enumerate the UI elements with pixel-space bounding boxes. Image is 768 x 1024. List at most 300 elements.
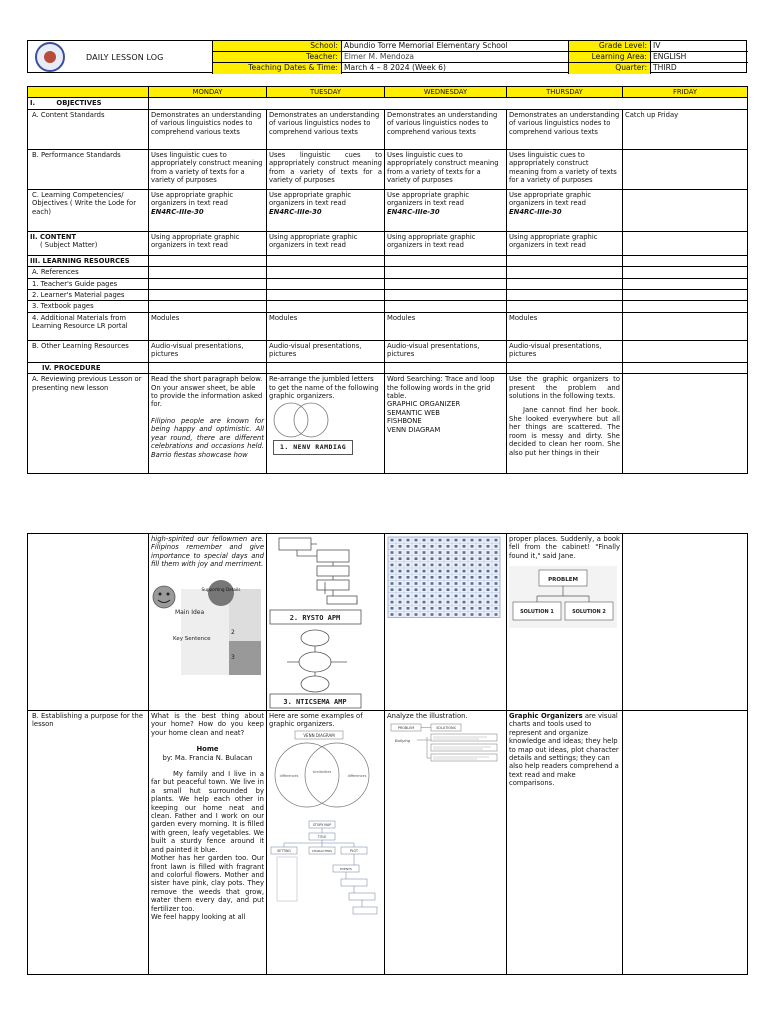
procedure-b-row <box>28 711 748 975</box>
word-4: VENN DIAGRAM <box>387 425 441 434</box>
word-grid-letter <box>463 545 466 548</box>
word-grid-letter <box>431 551 434 554</box>
day-header-row <box>28 87 748 98</box>
header-row-teacher <box>212 52 748 63</box>
story-paragraph-2: Mother has her garden too. Our front lawn is filled with fragrant and colorful flowers. Mother and sister have pink, clay pots. They remove the weeds that grow, water them every day, and put fertilizer too. <box>151 854 264 913</box>
word-grid-letter <box>463 601 466 604</box>
story-map-s: SETTING <box>277 848 291 853</box>
word-grid-letter <box>479 607 482 610</box>
log-title: DAILY LESSON LOG <box>86 53 164 62</box>
performance-fri <box>623 149 748 189</box>
other-label: B. Other Learning Resources <box>28 340 149 362</box>
area-label: Learning Area: <box>569 52 651 63</box>
word-grid-letter <box>423 576 426 579</box>
word-grid-letter <box>495 601 498 604</box>
story-map-p: PLOT <box>349 848 359 853</box>
word-grid-letter <box>495 595 498 598</box>
additional-materials-row <box>28 312 748 340</box>
word-grid-letter <box>423 601 426 604</box>
word-grid-letter <box>455 545 458 548</box>
other-thu: Audio-visual presentations, pictures <box>507 340 623 362</box>
word-grid-letter <box>447 570 450 573</box>
word-grid-letter <box>431 576 434 579</box>
go-definition <box>509 712 620 788</box>
word-grid-letter <box>463 613 466 616</box>
objectives-heading: OBJECTIVES <box>56 99 102 108</box>
word-grid-letter <box>407 545 410 548</box>
word-grid-letter <box>399 539 402 542</box>
word-grid-letter <box>407 570 410 573</box>
content-thu: Using appropriate graphic organizers in text read <box>507 231 623 255</box>
word-grid-letter <box>439 595 442 598</box>
word-grid-letter <box>487 551 490 554</box>
word-grid-letter <box>423 595 426 598</box>
word-grid-letter <box>455 613 458 616</box>
content-standards-thu: Demonstrates an understanding of various linguistics nodes to comprehend various texts <box>507 109 623 149</box>
word-grid-letter <box>455 557 458 560</box>
word-grid-letter <box>415 539 418 542</box>
word-grid-letter <box>455 607 458 610</box>
word-grid-letter <box>423 582 426 585</box>
word-3: FISHBONE <box>387 417 422 426</box>
references-row <box>28 267 748 278</box>
go-term: Graphic Organizers <box>509 712 583 720</box>
content-standards-wed: Demonstrates an understanding of various linguistics nodes to comprehend various texts <box>385 109 507 149</box>
word-grid-letter <box>455 564 458 567</box>
word-grid-letter <box>415 595 418 598</box>
word-grid-letter <box>407 588 410 591</box>
day-thursday: THURSDAY <box>507 87 623 98</box>
jumbled-word-2: 2. RYSTO APM <box>289 614 341 622</box>
word-grid-letter <box>487 570 490 573</box>
word-grid-letter <box>487 607 490 610</box>
content-standards-fri: Catch up Friday <box>623 109 748 149</box>
school-label: School: <box>212 41 342 52</box>
word-grid-letter <box>399 582 402 585</box>
word-grid-letter <box>399 557 402 560</box>
word-grid-letter <box>439 551 442 554</box>
word-grid-letter <box>463 539 466 542</box>
word-grid-letter <box>479 557 482 560</box>
content-label: II. CONTENT <box>30 232 77 241</box>
content-fri <box>623 231 748 255</box>
word-grid-letter <box>463 557 466 560</box>
word-grid-letter <box>495 613 498 616</box>
proc-a-mon-paragraph-cont: high-spirited our fellowmen are. Filipinos remember and give importance to special days and fill them with joy and merriment. <box>151 535 264 569</box>
content-tue: Using appropriate graphic organizers in text read <box>267 231 385 255</box>
word-grid-letter <box>423 613 426 616</box>
word-grid-letter <box>479 601 482 604</box>
lesson-log-table-page1 <box>27 86 748 474</box>
word-grid-letter <box>447 564 450 567</box>
word-grid-letter <box>463 570 466 573</box>
word-grid-letter <box>399 588 402 591</box>
word-grid-letter <box>407 551 410 554</box>
word-grid-letter <box>431 588 434 591</box>
smiley-icon <box>153 586 175 608</box>
word-grid-letter <box>495 582 498 585</box>
word-grid-letter <box>439 607 442 610</box>
content-wed: Using appropriate graphic organizers in text read <box>385 231 507 255</box>
word-grid-letter <box>415 551 418 554</box>
word-grid-letter <box>479 588 482 591</box>
grade-value: IV <box>651 41 748 52</box>
jumbled-word-3: 3. NTICSEMA AMP <box>283 698 347 706</box>
other-tue: Audio-visual presentations, pictures <box>267 340 385 362</box>
performance-thu: Uses linguistic cues to appropriately construct meaning from a variety of texts for a variety of purposes <box>507 149 623 189</box>
ps2-problem: PROBLEM <box>397 726 415 731</box>
quarter-value: THIRD <box>653 63 677 72</box>
venn-jumble-figure <box>269 400 382 462</box>
word-grid-letter <box>431 601 434 604</box>
word-grid-letter <box>447 551 450 554</box>
word-grid-letter <box>439 588 442 591</box>
competency-code-mon: EN4RC-IIIe-30 <box>151 207 204 216</box>
word-grid-letter <box>471 557 474 560</box>
word-grid-letter <box>455 601 458 604</box>
deped-seal-logo <box>35 42 65 72</box>
fig-num-3: 3 <box>231 653 235 661</box>
other-wed: Audio-visual presentations, pictures <box>385 340 507 362</box>
word-grid-letter <box>487 595 490 598</box>
word-grid-letter <box>415 601 418 604</box>
resources-heading: III. LEARNING RESOURCES <box>28 255 149 266</box>
word-grid-letter <box>431 564 434 567</box>
word-grid-letter <box>447 601 450 604</box>
word-grid-letter <box>439 557 442 560</box>
competencies-row <box>28 189 748 231</box>
competency-mon: Use appropriate graphic organizers in text read <box>151 190 234 208</box>
word-grid-letter <box>391 564 394 567</box>
word-grid-letter <box>391 613 394 616</box>
word-grid-letter <box>415 582 418 585</box>
procedure-heading-row <box>28 362 748 373</box>
fig-support-label: Supporting Details <box>201 586 241 592</box>
word-grid-letter <box>431 539 434 542</box>
proc-a-wed-instruction: Word Searching: Trace and loop the following words in the grid table. <box>387 375 495 401</box>
word-grid-letter <box>423 545 426 548</box>
word-grid-letter <box>471 564 474 567</box>
word-grid-letter <box>391 588 394 591</box>
problem-solutions-figure <box>387 720 503 764</box>
word-grid-letter <box>415 557 418 560</box>
story-map-title: STORY MAP <box>312 822 332 827</box>
word-grid-letter <box>487 613 490 616</box>
word-grid-letter <box>471 570 474 573</box>
word-grid-letter <box>487 601 490 604</box>
word-grid-letter <box>487 582 490 585</box>
performance-tue: Uses linguistic cues to appropriately construct meaning from a variety of texts for a variety of purposes <box>267 149 385 189</box>
procedure-a-row <box>28 374 748 474</box>
fig-main-label: Main Idea <box>175 608 205 616</box>
word-grid-letter <box>455 588 458 591</box>
word-grid-letter <box>399 607 402 610</box>
word-2: SEMANTIC WEB <box>387 408 440 417</box>
proc-a-mon-paragraph: Filipino people are known for being happy and optimistic. All year round, there are different celebrations and occasions held. Barrio fiestas showcase how <box>151 416 264 459</box>
word-grid-letter <box>391 576 394 579</box>
word-grid-letter <box>495 551 498 554</box>
graphic-organizer-examples <box>269 729 381 919</box>
word-grid-letter <box>415 564 418 567</box>
word-grid-letter <box>415 588 418 591</box>
word-grid-letter <box>423 564 426 567</box>
word-grid-letter <box>479 539 482 542</box>
word-grid-letter <box>423 588 426 591</box>
additional-fri <box>623 312 748 340</box>
story-title: Home <box>196 745 219 754</box>
competency-thu: Use appropriate graphic organizers in text read <box>509 190 592 208</box>
word-grid-letter <box>463 564 466 567</box>
word-grid-letter <box>447 545 450 548</box>
other-resources-row <box>28 340 748 362</box>
word-grid-letter <box>407 607 410 610</box>
word-grid-letter <box>495 557 498 560</box>
ps-problem-label: PROBLEM <box>548 577 578 584</box>
word-grid-letter <box>455 595 458 598</box>
content-row <box>28 231 748 255</box>
word-grid-letter <box>463 607 466 610</box>
performance-mon: Uses linguistic cues to appropriately construct meaning from a variety of texts for a variety of purposes <box>149 149 267 189</box>
word-grid-letter <box>407 557 410 560</box>
word-grid-letter <box>399 545 402 548</box>
competency-tue: Use appropriate graphic organizers in text read <box>269 190 352 208</box>
proc-a-tue-instruction: Re-arrange the jumbled letters to get the name of the following graphic organizers. <box>269 375 379 401</box>
word-grid-letter <box>407 601 410 604</box>
word-grid-letter <box>439 539 442 542</box>
word-grid-letter <box>391 601 394 604</box>
word-grid-letter <box>479 570 482 573</box>
word-grid-letter <box>391 595 394 598</box>
word-grid-letter <box>439 613 442 616</box>
word-grid-letter <box>495 576 498 579</box>
competency-code-tue: EN4RC-IIIe-30 <box>269 207 322 216</box>
word-grid-letter <box>439 545 442 548</box>
additional-thu: Modules <box>507 312 623 340</box>
word-grid-letter <box>391 539 394 542</box>
word-grid-letter <box>407 576 410 579</box>
word-grid-letter <box>415 570 418 573</box>
tb-label: 3. Textbook pages <box>28 301 149 312</box>
competency-code-wed: EN4RC-IIIe-30 <box>387 207 440 216</box>
quarter-label: Quarter: <box>569 63 651 74</box>
content-standards-label: A. Content Standards <box>28 109 149 149</box>
performance-wed: Uses linguistic cues to appropriately construct meaning from a variety of texts for a variety of purposes <box>385 149 507 189</box>
school-value: Abundio Torre Memorial Elementary School <box>342 41 569 52</box>
content-standards-row <box>28 109 748 149</box>
word-grid-letter <box>455 539 458 542</box>
fig-num-2: 2 <box>231 628 235 636</box>
word-grid-letter <box>455 551 458 554</box>
word-grid-letter <box>455 570 458 573</box>
proc-a-thu-story: Jane cannot find her book. She looked everywhere but all her things are scattered. The room is messy and dirty. She decided to clean her room. She also put her things in their <box>509 406 620 457</box>
word-grid-letter <box>407 564 410 567</box>
word-grid-letter <box>399 613 402 616</box>
procedure-heading: IV. PROCEDURE <box>28 362 149 373</box>
word-grid-letter <box>447 613 450 616</box>
word-grid-letter <box>431 582 434 585</box>
word-grid-letter <box>471 588 474 591</box>
story-map-t: TITLE <box>317 834 327 839</box>
tb-row <box>28 301 748 312</box>
word-grid-letter <box>495 564 498 567</box>
word-grid-letter <box>463 576 466 579</box>
word-grid-letter <box>439 570 442 573</box>
word-grid-letter <box>447 557 450 560</box>
lm-label: 2. Learner's Material pages <box>28 290 149 301</box>
word-grid-letter <box>399 576 402 579</box>
word-grid-letter <box>431 607 434 610</box>
problem-solution-figure <box>509 566 617 628</box>
ps-solution2-label: SOLUTION 2 <box>572 609 606 616</box>
tg-row <box>28 278 748 289</box>
word-grid-letter <box>391 607 394 610</box>
procedure-b-label: B. Establishing a purpose for the lesson <box>28 711 149 975</box>
proc-a-thu-instruction: Use the graphic organizers to present the problem and solutions in the following texts. <box>509 375 620 401</box>
additional-mon: Modules <box>149 312 267 340</box>
proc-a-thu-story-cont: proper places. Suddenly, a book fell from the cabinet! "Finally found it," said Jane. <box>509 535 620 560</box>
additional-wed: Modules <box>385 312 507 340</box>
word-grid-letter <box>495 588 498 591</box>
word-grid-letter <box>399 570 402 573</box>
ps-solution1-label: SOLUTION 1 <box>520 609 554 616</box>
word-grid-letter <box>423 570 426 573</box>
word-grid-letter <box>471 595 474 598</box>
word-grid-letter <box>495 539 498 542</box>
word-grid-letter <box>439 576 442 579</box>
word-grid-letter <box>439 564 442 567</box>
word-grid-letter <box>431 613 434 616</box>
word-grid-letter <box>455 576 458 579</box>
teacher-label: Teacher: <box>212 52 342 63</box>
resources-heading-row <box>28 255 748 266</box>
competency-wed: Use appropriate graphic organizers in text read <box>387 190 470 208</box>
competency-code-thu: EN4RC-IIIe-30 <box>509 207 562 216</box>
area-value: ENGLISH <box>651 52 748 63</box>
word-grid-letter <box>447 539 450 542</box>
word-grid-letter <box>415 607 418 610</box>
other-fri <box>623 340 748 362</box>
word-grid-letter <box>463 595 466 598</box>
ps2-bullying: Bullying <box>395 738 411 744</box>
additional-tue: Modules <box>267 312 385 340</box>
word-grid-letter <box>407 613 410 616</box>
word-grid-letter <box>391 557 394 560</box>
word-grid-letter <box>407 595 410 598</box>
proc-b-mon-question: What is the best thing about your home? How do you keep your home clean and neat? <box>151 712 264 737</box>
word-grid-letter <box>479 613 482 616</box>
word-grid-letter <box>479 564 482 567</box>
word-grid-letter <box>471 613 474 616</box>
word-grid-letter <box>391 545 394 548</box>
word-grid-letter <box>471 576 474 579</box>
word-grid-letter <box>415 613 418 616</box>
venn-right: differences <box>347 773 367 778</box>
day-tuesday: TUESDAY <box>267 87 385 98</box>
day-friday: FRIDAY <box>623 87 748 98</box>
word-grid-letter <box>471 601 474 604</box>
ps2-solutions: SOLUTIONS <box>436 726 456 731</box>
word-grid-letter <box>447 595 450 598</box>
word-grid-letter <box>479 545 482 548</box>
venn-mid: similarities <box>312 769 332 774</box>
word-grid-letter <box>487 557 490 560</box>
proc-a-mon-instruction: Read the short paragraph below. On your answer sheet, be able to provide the information asked for. <box>151 375 263 409</box>
word-grid-letter <box>495 607 498 610</box>
word-grid-letter <box>399 601 402 604</box>
word-grid-letter <box>447 607 450 610</box>
word-grid-letter <box>471 545 474 548</box>
word-grid-letter <box>471 551 474 554</box>
day-monday: MONDAY <box>149 87 267 98</box>
venn-title: VENN DIAGRAM <box>303 732 335 738</box>
other-mon: Audio-visual presentations, pictures <box>149 340 267 362</box>
competencies-label: C. Learning Competencies/ Objectives ( Write the Lode for each) <box>28 189 149 231</box>
grade-label: Grade Level: <box>569 41 651 52</box>
word-grid-letter <box>447 588 450 591</box>
story-paragraph-3: We feel happy looking at all <box>151 912 246 921</box>
performance-standards-row <box>28 149 748 189</box>
content-standards-mon: Demonstrates an understanding of various linguistics nodes to comprehend various texts <box>149 109 267 149</box>
word-grid-letter <box>423 607 426 610</box>
word-grid-letter <box>463 551 466 554</box>
header-row-school <box>212 41 748 52</box>
story-map-ev: EVENTS <box>340 866 352 871</box>
word-grid-letter <box>431 570 434 573</box>
story-paragraph-1: My family and I live in a far but peaceful town. We live in a small hut surrounded by plants. We help each other in keeping our home neat and clean. Father and I work on our garden every morning. It is filled with green, leafy vegetables. We built a sturdy fence around it and painted it blue. <box>151 770 264 854</box>
word-grid-letter <box>495 570 498 573</box>
word-grid-letter <box>407 582 410 585</box>
word-grid-letter <box>447 582 450 585</box>
word-grid-letter <box>431 557 434 560</box>
word-grid-letter <box>463 588 466 591</box>
word-1: GRAPHIC ORGANIZER <box>387 400 461 409</box>
word-grid-letter <box>487 564 490 567</box>
procedure-a-label: A. Reviewing previous Lesson or presenting new lesson <box>28 374 149 474</box>
word-grid-letter <box>439 601 442 604</box>
competency-fri <box>623 189 748 231</box>
word-grid-letter <box>487 545 490 548</box>
word-grid-letter <box>423 539 426 542</box>
word-grid-letter <box>399 595 402 598</box>
word-grid-letter <box>391 551 394 554</box>
word-grid-letter <box>479 576 482 579</box>
dates-label: Teaching Dates & Time: <box>212 63 342 74</box>
word-grid-letter <box>495 545 498 548</box>
lm-row <box>28 290 748 301</box>
word-grid-letter <box>455 582 458 585</box>
word-grid-letter <box>471 539 474 542</box>
header-row-dates <box>212 63 748 74</box>
lesson-log-table-page2 <box>27 533 748 975</box>
dates-value: March 4 – 8 2024 (Week 6) <box>342 63 569 74</box>
content-sub: ( Subject Matter) <box>40 241 98 250</box>
word-grid-letter <box>431 595 434 598</box>
word-grid-letter <box>471 607 474 610</box>
word-grid-letter <box>391 582 394 585</box>
word-grid-letter <box>423 551 426 554</box>
content-mon: Using appropriate graphic organizers in text read <box>149 231 267 255</box>
word-grid-letter <box>423 557 426 560</box>
objectives-heading-row <box>28 98 748 109</box>
word-grid-letter <box>487 539 490 542</box>
word-grid-letter <box>487 576 490 579</box>
word-grid-letter <box>407 539 410 542</box>
go-definition-text: are visual charts and tools used to represent and organize knowledge and ideas; they help to map out ideas, plot character details and settings; they can also help readers comprehend a text read and make comparisons. <box>509 712 619 788</box>
word-grid-letter <box>479 595 482 598</box>
performance-standards-label: B. Performance Standards <box>28 149 149 189</box>
story-author: by: Ma. Francia N. Bulacan <box>162 753 253 762</box>
header-table <box>27 40 747 73</box>
